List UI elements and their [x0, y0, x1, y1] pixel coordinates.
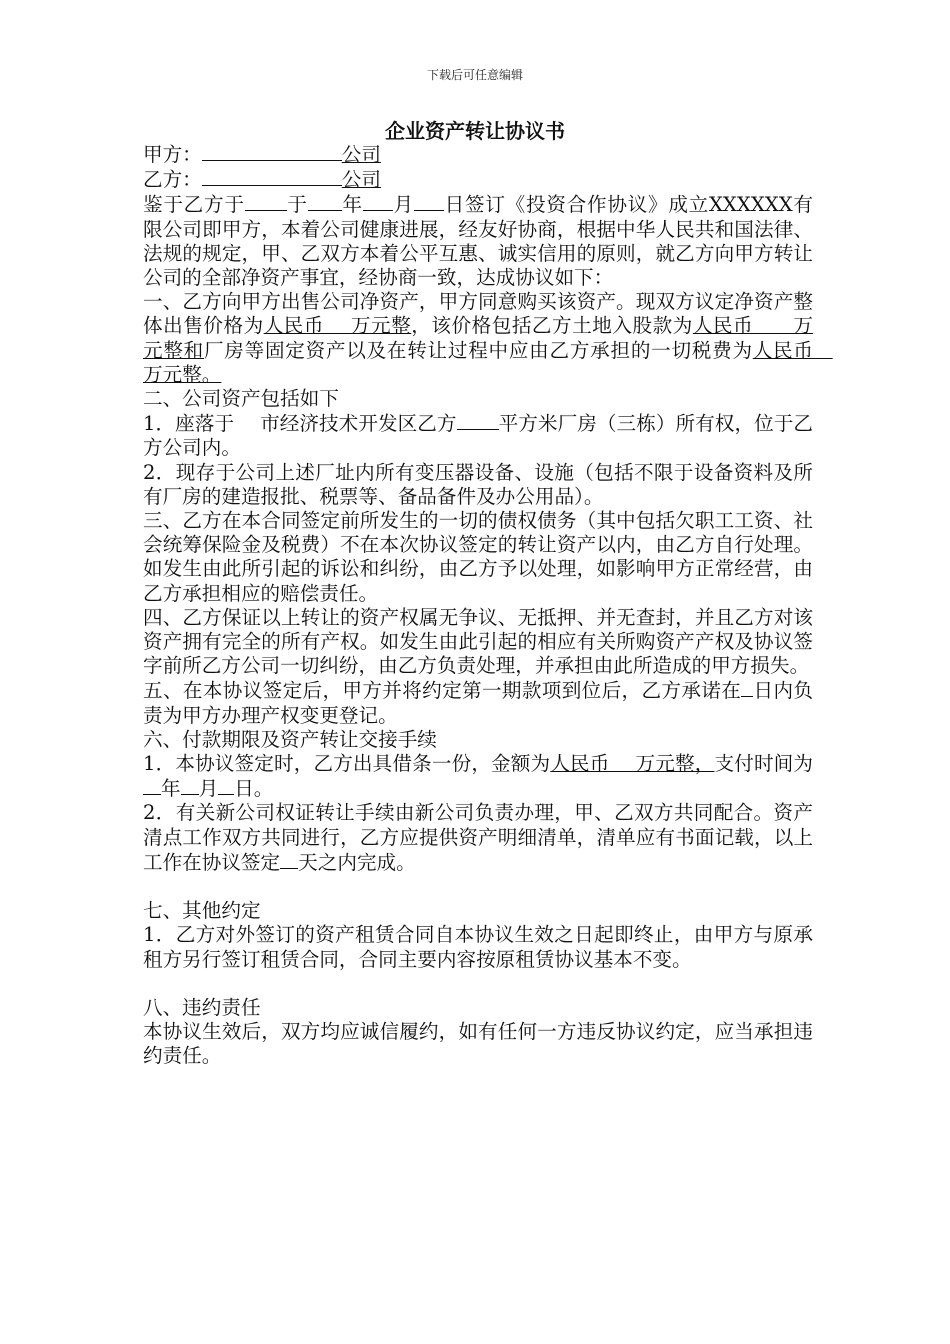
section-2-heading: 二、公司资产包括如下 [143, 387, 339, 411]
section-6-heading: 六、付款期限及资产转让交接手续 [143, 727, 437, 751]
section-2-item-2: 2．现存于公司上述厂址内所有变压器设备、设施（包括不限于设备资料及所有厂房的建造报批、税票等、备品备件及办公用品）。 [143, 460, 813, 508]
days-blank [741, 678, 753, 697]
section-6-text: 支付时间为 [714, 752, 814, 776]
section-5-text: 五、在本协议签定后，甲方并将约定第一期款项到位后，乙方承诺在 [143, 679, 742, 703]
intro-blank [308, 192, 342, 211]
section-7-heading: 七、其他约定 [143, 899, 261, 923]
section-1-text: 一、乙方向甲方出售公司净资产，甲方同意购买该资产。现双方议定净资产整体出售价格为 [143, 290, 813, 338]
intro-paragraph [143, 192, 813, 290]
party-b-suffix: 公司 [341, 168, 381, 192]
intro-blank [245, 192, 287, 211]
section-6-text: 天之内完成。 [298, 850, 416, 874]
section-1-text: ，该价格包括乙方土地入股款为 [411, 314, 693, 338]
intro-text: 月 [392, 193, 414, 217]
section-6-text: 2．有关新公司权证转让手续由新公司负责办理，甲、乙双方共同配合。资产清点工作双方共同进行，乙方应提供资产明细清单，清单应有书面记载，以上工作在协议签定 [143, 801, 813, 874]
section-1-text: 厂房等固定资产以及在转让过程中应由乙方承担的一切税费为 [203, 338, 753, 362]
loan-amount: 人民币 万元整， [550, 752, 715, 776]
section-4: 四、乙方保证以上转让的资产权属无争议、无抵押、并无查封，并且乙方对该资产拥有完全的所有产权。如发生由此引起的相应有关所购资产产权及协议签字前所乙方公司一切纠纷，由乙方负责处理，并承担由此所造成的甲方损失。 [143, 605, 813, 678]
area-blank [457, 411, 499, 430]
days-blank [280, 850, 298, 869]
intro-text: 鉴于乙方于 [143, 193, 245, 217]
header-note: 下载后可任意编辑 [426, 68, 523, 82]
section-2-text: 平方米厂房（三栋）所有权，位于乙方公司内。 [143, 412, 813, 460]
price-total: 人民币 万元整 [263, 314, 412, 338]
section-6-item-2 [143, 801, 813, 875]
party-b-label: 乙方： [143, 168, 202, 192]
document-body [143, 142, 833, 1069]
party-a-suffix: 公司 [341, 143, 381, 166]
year-blank [143, 776, 161, 795]
section-1 [143, 290, 833, 387]
section-6-text: 月 [198, 777, 219, 801]
intro-text: 于 [286, 193, 308, 217]
section-6-text: 日。 [234, 777, 274, 801]
party-b-blank [202, 167, 342, 186]
tax-amount: 人民币 万元整。 [143, 338, 833, 386]
section-7-item-1: 1．乙方对外签订的资产租赁合同自本协议生效之日起即终止，由甲方与原承租方另行签订租赁合同，合同主要内容按原租赁协议基本不变。 [143, 923, 813, 971]
section-2-text: 1．座落于 市经济技术开发区乙方 [143, 412, 457, 436]
intro-blank [414, 192, 444, 211]
spacer [143, 972, 813, 996]
spacer [143, 875, 813, 899]
section-6-item-1 [143, 752, 813, 801]
section-6-text: 1．本协议签定时，乙方出具借条一份，金额为 [143, 752, 551, 776]
section-5-text: 日内负责为甲方办理产权变更登记。 [143, 679, 814, 727]
section-5 [143, 678, 813, 727]
month-blank [181, 776, 199, 795]
section-6-text: 年 [161, 777, 181, 801]
intro-text: 年 [341, 193, 363, 217]
land-share-amount: 人民币 万元整和 [143, 314, 814, 362]
party-b-line [143, 167, 813, 192]
party-a-line [143, 142, 813, 167]
section-8-text: 本协议生效后，双方均应诚信履约，如有任何一方违反协议约定，应当承担违约责任。 [143, 1020, 813, 1068]
document-title: 企业资产转让协议书 [385, 119, 565, 143]
intro-blank [363, 192, 393, 211]
party-a-blank [202, 142, 342, 161]
day-blank [218, 776, 234, 795]
party-a-label: 甲方： [143, 143, 202, 166]
section-3: 三、乙方在本合同签定前所发生的一切的债权债务（其中包括欠职工工资、社会统筹保险金及税费）不在本次协议签定的转让资产以内，由乙方自行处理。如发生由此所引起的诉讼和纠纷，由乙方予以处理，如影响甲方正常经营，由乙方承担相应的赔偿责任。 [143, 509, 813, 605]
section-8-heading: 八、违约责任 [143, 996, 261, 1020]
section-2-item-1 [143, 411, 813, 460]
intro-text: 日签订《投资合作协议》成立XXXXXX有限公司即甲方，本着公司健康进展，经友好协商，根据中华人民共和国法律、法规的规定，甲、乙双方本着公平互惠、诚实信用的原则，就乙方向甲方转让公司的全部净资产事宜，经协商一致，达成协议如下： [143, 193, 814, 290]
